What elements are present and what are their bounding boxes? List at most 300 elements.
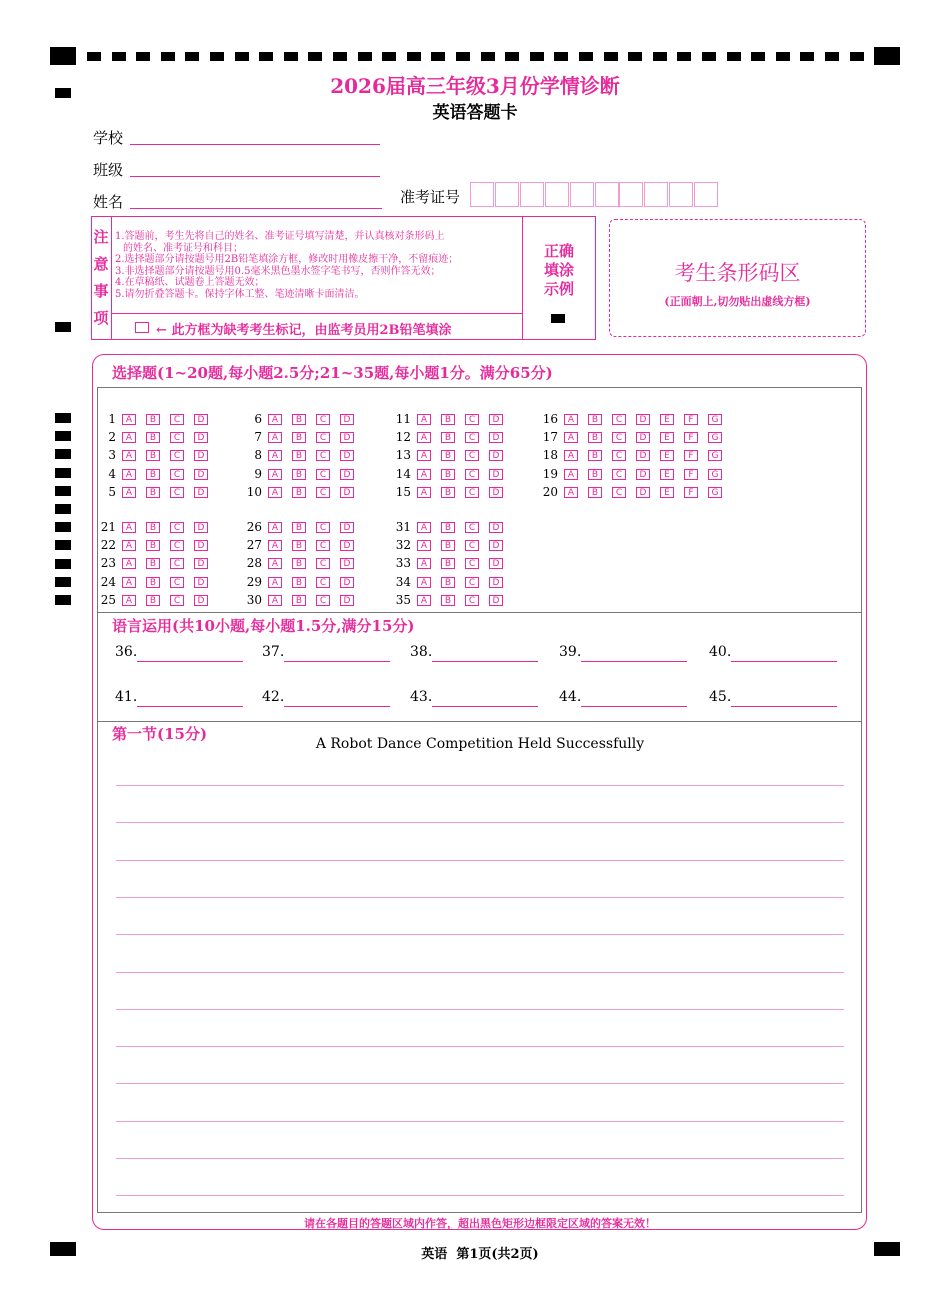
blank-item[interactable] bbox=[262, 689, 392, 709]
exam-id-digit-box[interactable] bbox=[669, 182, 693, 207]
question-row bbox=[536, 466, 732, 482]
option-bubble-d[interactable]: D bbox=[340, 522, 354, 533]
option-bubble-a[interactable]: A bbox=[564, 414, 578, 425]
timing-mark bbox=[55, 504, 71, 514]
question-row bbox=[389, 574, 513, 590]
question-row bbox=[389, 484, 513, 500]
option-bubble-d[interactable]: D bbox=[194, 450, 208, 461]
option-bubble-c[interactable]: C bbox=[316, 450, 330, 461]
writing-line[interactable] bbox=[116, 1046, 844, 1047]
question-row bbox=[240, 574, 364, 590]
option-bubble-c[interactable]: C bbox=[316, 540, 330, 551]
class-label: 班级 bbox=[93, 161, 124, 179]
timing-mark bbox=[55, 322, 71, 332]
option-bubble-b[interactable]: B bbox=[588, 432, 602, 443]
blank-line[interactable] bbox=[731, 706, 837, 707]
notes-divider bbox=[111, 313, 522, 314]
option-bubble-a[interactable]: A bbox=[564, 487, 578, 498]
timing-mark bbox=[55, 468, 71, 478]
option-bubble-a[interactable]: A bbox=[417, 450, 431, 461]
blank-line[interactable] bbox=[581, 706, 687, 707]
section-divider bbox=[97, 721, 862, 722]
option-bubble-c[interactable]: C bbox=[465, 432, 479, 443]
option-bubble-c[interactable]: C bbox=[170, 540, 184, 551]
option-bubble-b[interactable]: B bbox=[588, 487, 602, 498]
blank-label: 40. bbox=[709, 644, 732, 660]
option-bubble-c[interactable]: C bbox=[612, 450, 626, 461]
option-bubble-d[interactable]: D bbox=[489, 577, 503, 588]
question-number: 4 bbox=[108, 466, 116, 481]
option-bubble-b[interactable]: B bbox=[441, 577, 455, 588]
option-bubble-a[interactable]: A bbox=[268, 414, 282, 425]
exam-id-digit-box[interactable] bbox=[619, 182, 643, 207]
question-row bbox=[536, 429, 732, 445]
option-bubble-f[interactable]: F bbox=[684, 450, 698, 461]
option-bubble-c[interactable]: C bbox=[612, 469, 626, 480]
option-bubble-a[interactable]: A bbox=[268, 450, 282, 461]
timing-dash bbox=[284, 52, 298, 61]
question-row bbox=[240, 592, 364, 608]
option-bubble-d[interactable]: D bbox=[636, 469, 650, 480]
name-field[interactable] bbox=[130, 208, 382, 209]
option-bubble-b[interactable]: B bbox=[441, 522, 455, 533]
question-row bbox=[94, 537, 218, 553]
option-bubble-c[interactable]: C bbox=[170, 414, 184, 425]
writing-line[interactable] bbox=[116, 1121, 844, 1122]
question-row bbox=[389, 447, 513, 463]
option-bubble-b[interactable]: B bbox=[441, 450, 455, 461]
option-bubble-c[interactable]: C bbox=[316, 595, 330, 606]
question-number: 10 bbox=[246, 484, 262, 499]
timing-dash bbox=[653, 52, 667, 61]
option-bubble-c[interactable]: C bbox=[316, 522, 330, 533]
exam-id-digit-box[interactable] bbox=[570, 182, 594, 207]
question-row bbox=[94, 484, 218, 500]
option-bubble-b[interactable]: B bbox=[441, 414, 455, 425]
blank-line[interactable] bbox=[432, 706, 538, 707]
question-row bbox=[536, 411, 732, 427]
question-number: 20 bbox=[542, 484, 558, 499]
writing-line[interactable] bbox=[116, 1009, 844, 1010]
option-bubble-d[interactable]: D bbox=[194, 469, 208, 480]
option-bubble-e[interactable]: E bbox=[660, 432, 674, 443]
writing-line[interactable] bbox=[116, 822, 844, 823]
timing-dash bbox=[677, 52, 691, 61]
timing-dash bbox=[210, 52, 224, 61]
timing-dash bbox=[727, 52, 741, 61]
question-row bbox=[389, 537, 513, 553]
notes-divider bbox=[111, 216, 112, 340]
option-bubble-a[interactable]: A bbox=[417, 540, 431, 551]
option-bubble-b[interactable]: B bbox=[146, 558, 160, 569]
writing-line[interactable] bbox=[116, 1158, 844, 1159]
option-bubble-b[interactable]: B bbox=[292, 432, 306, 443]
timing-dash bbox=[481, 52, 495, 61]
question-number: 12 bbox=[395, 430, 411, 445]
option-bubble-c[interactable]: C bbox=[170, 450, 184, 461]
exam-id-digit-box[interactable] bbox=[545, 182, 569, 207]
timing-dash bbox=[259, 52, 273, 61]
answer-inner-frame bbox=[97, 387, 862, 1213]
option-bubble-b[interactable]: B bbox=[292, 414, 306, 425]
blank-line[interactable] bbox=[284, 706, 390, 707]
question-number: 1 bbox=[108, 412, 116, 426]
question-number: 27 bbox=[246, 538, 262, 553]
question-number: 19 bbox=[542, 466, 558, 481]
question-row bbox=[94, 555, 218, 571]
option-bubble-b[interactable]: B bbox=[292, 577, 306, 588]
question-number: 25 bbox=[100, 592, 116, 607]
blank-item[interactable] bbox=[115, 689, 245, 709]
writing-line[interactable] bbox=[116, 897, 844, 898]
option-bubble-a[interactable]: A bbox=[417, 487, 431, 498]
option-bubble-a[interactable]: A bbox=[564, 469, 578, 480]
writing-line[interactable] bbox=[116, 934, 844, 935]
option-bubble-d[interactable]: D bbox=[489, 522, 503, 533]
writing-heading: 第一节(15分) bbox=[112, 725, 208, 743]
option-bubble-g[interactable]: G bbox=[708, 450, 722, 461]
option-bubble-b[interactable]: B bbox=[292, 595, 306, 606]
question-number: 18 bbox=[542, 448, 558, 463]
option-bubble-a[interactable]: A bbox=[564, 432, 578, 443]
question-number: 3 bbox=[108, 448, 116, 463]
question-number: 21 bbox=[100, 520, 116, 534]
option-bubble-d[interactable]: D bbox=[194, 577, 208, 588]
option-bubble-a[interactable]: A bbox=[268, 487, 282, 498]
option-bubble-b[interactable]: B bbox=[292, 540, 306, 551]
writing-line[interactable] bbox=[116, 785, 844, 786]
option-bubble-g[interactable]: G bbox=[708, 414, 722, 425]
note-item: 4.在草稿纸、试题卷上答题无效； bbox=[115, 277, 265, 288]
question-number: 23 bbox=[100, 556, 116, 571]
question-row bbox=[389, 519, 513, 535]
option-bubble-d[interactable]: D bbox=[340, 469, 354, 480]
writing-line[interactable] bbox=[116, 1083, 844, 1084]
name-label: 姓名 bbox=[93, 193, 124, 211]
option-bubble-c[interactable]: C bbox=[316, 432, 330, 443]
option-bubble-d[interactable]: D bbox=[194, 540, 208, 551]
question-row bbox=[389, 592, 513, 608]
timing-dash bbox=[358, 52, 372, 61]
option-bubble-a[interactable]: A bbox=[564, 450, 578, 461]
option-bubble-c[interactable]: C bbox=[316, 487, 330, 498]
notes-list bbox=[115, 231, 521, 300]
option-bubble-c[interactable]: C bbox=[465, 558, 479, 569]
option-bubble-c[interactable]: C bbox=[316, 577, 330, 588]
timing-dash bbox=[235, 52, 249, 61]
option-bubble-b[interactable]: B bbox=[588, 414, 602, 425]
option-bubble-d[interactable]: D bbox=[489, 487, 503, 498]
blank-label: 44. bbox=[559, 689, 582, 705]
option-bubble-b[interactable]: B bbox=[292, 469, 306, 480]
blank-item[interactable] bbox=[410, 644, 540, 664]
option-bubble-d[interactable]: D bbox=[340, 577, 354, 588]
option-bubble-a[interactable]: A bbox=[417, 577, 431, 588]
timing-dash bbox=[161, 52, 175, 61]
question-number: 22 bbox=[100, 538, 116, 553]
blank-line[interactable] bbox=[432, 661, 538, 662]
blank-label: 39. bbox=[559, 644, 582, 660]
option-bubble-f[interactable]: F bbox=[684, 432, 698, 443]
option-bubble-a[interactable]: A bbox=[268, 558, 282, 569]
option-bubble-b[interactable]: B bbox=[146, 450, 160, 461]
option-bubble-c[interactable]: C bbox=[612, 487, 626, 498]
option-bubble-c[interactable]: C bbox=[170, 432, 184, 443]
option-bubble-b[interactable]: B bbox=[146, 595, 160, 606]
note-item: 3.非选择题部分请按题号用0.5毫米黑色墨水签字笔书写，否则作答无效； bbox=[115, 265, 441, 277]
option-bubble-d[interactable]: D bbox=[636, 450, 650, 461]
option-bubble-g[interactable]: G bbox=[708, 487, 722, 498]
question-number: 29 bbox=[246, 574, 262, 589]
option-bubble-e[interactable]: E bbox=[660, 487, 674, 498]
timing-dash bbox=[751, 52, 765, 61]
question-row bbox=[94, 592, 218, 608]
option-bubble-d[interactable]: D bbox=[340, 414, 354, 425]
option-bubble-d[interactable]: D bbox=[489, 450, 503, 461]
timing-mark bbox=[55, 577, 71, 587]
option-bubble-c[interactable]: C bbox=[170, 558, 184, 569]
option-bubble-c[interactable]: C bbox=[612, 414, 626, 425]
blank-line[interactable] bbox=[581, 661, 687, 662]
exam-id-digit-box[interactable] bbox=[694, 182, 718, 207]
option-bubble-b[interactable]: B bbox=[146, 469, 160, 480]
option-bubble-b[interactable]: B bbox=[292, 522, 306, 533]
question-row bbox=[389, 429, 513, 445]
question-number: 26 bbox=[246, 520, 262, 534]
option-bubble-b[interactable]: B bbox=[146, 432, 160, 443]
option-bubble-a[interactable]: A bbox=[122, 540, 136, 551]
option-bubble-d[interactable]: D bbox=[340, 487, 354, 498]
question-number: 24 bbox=[100, 574, 116, 589]
option-bubble-b[interactable]: B bbox=[441, 595, 455, 606]
language-heading: 语言运用(共10小题,每小题1.5分,满分15分) bbox=[112, 617, 415, 635]
option-bubble-c[interactable]: C bbox=[316, 469, 330, 480]
option-bubble-d[interactable]: D bbox=[489, 558, 503, 569]
option-bubble-d[interactable]: D bbox=[636, 487, 650, 498]
blank-item[interactable] bbox=[262, 644, 392, 664]
option-bubble-a[interactable]: A bbox=[417, 469, 431, 480]
blank-line[interactable] bbox=[137, 706, 243, 707]
option-bubble-a[interactable]: A bbox=[417, 595, 431, 606]
option-bubble-d[interactable]: D bbox=[194, 432, 208, 443]
blank-item[interactable] bbox=[559, 644, 689, 664]
option-bubble-a[interactable]: A bbox=[122, 432, 136, 443]
option-bubble-c[interactable]: C bbox=[170, 487, 184, 498]
option-bubble-c[interactable]: C bbox=[465, 450, 479, 461]
timing-dash bbox=[87, 52, 101, 61]
question-row bbox=[389, 411, 513, 427]
option-bubble-c[interactable]: C bbox=[465, 487, 479, 498]
blank-label: 38. bbox=[410, 644, 433, 660]
option-bubble-d[interactable]: D bbox=[194, 414, 208, 425]
exam-id-digit-box[interactable] bbox=[470, 182, 494, 207]
blank-line[interactable] bbox=[284, 661, 390, 662]
question-row bbox=[240, 429, 364, 445]
option-bubble-a[interactable]: A bbox=[268, 522, 282, 533]
option-bubble-d[interactable]: D bbox=[340, 595, 354, 606]
option-bubble-c[interactable]: C bbox=[170, 577, 184, 588]
option-bubble-a[interactable]: A bbox=[122, 595, 136, 606]
option-bubble-a[interactable]: A bbox=[268, 540, 282, 551]
blank-label: 41. bbox=[115, 689, 138, 705]
question-row bbox=[240, 466, 364, 482]
option-bubble-d[interactable]: D bbox=[194, 487, 208, 498]
writing-topic: A Robot Dance Competition Held Successfully bbox=[315, 736, 645, 752]
option-bubble-c[interactable]: C bbox=[465, 414, 479, 425]
option-bubble-a[interactable]: A bbox=[122, 522, 136, 533]
option-bubble-a[interactable]: A bbox=[122, 487, 136, 498]
question-number: 7 bbox=[254, 430, 262, 445]
absent-checkbox[interactable] bbox=[135, 322, 149, 333]
question-row bbox=[94, 519, 218, 535]
option-bubble-c[interactable]: C bbox=[465, 540, 479, 551]
corner-mark-top-right bbox=[874, 47, 900, 65]
option-bubble-c[interactable]: C bbox=[465, 595, 479, 606]
writing-line[interactable] bbox=[116, 1195, 844, 1196]
option-bubble-e[interactable]: E bbox=[660, 469, 674, 480]
option-bubble-a[interactable]: A bbox=[122, 469, 136, 480]
option-bubble-c[interactable]: C bbox=[465, 577, 479, 588]
option-bubble-c[interactable]: C bbox=[170, 469, 184, 480]
option-bubble-a[interactable]: A bbox=[268, 469, 282, 480]
option-bubble-d[interactable]: D bbox=[636, 432, 650, 443]
question-row bbox=[240, 537, 364, 553]
question-number: 15 bbox=[395, 484, 411, 499]
option-bubble-c[interactable]: C bbox=[316, 558, 330, 569]
blank-label: 43. bbox=[410, 689, 433, 705]
correct-fill-example bbox=[551, 314, 565, 323]
option-bubble-d[interactable]: D bbox=[340, 432, 354, 443]
page-subtitle: 英语答题卡 bbox=[432, 103, 518, 123]
option-bubble-d[interactable]: D bbox=[194, 595, 208, 606]
option-bubble-g[interactable]: G bbox=[708, 432, 722, 443]
choice-heading: 选择题(1~20题,每小题2.5分;21~35题,每小题1分。满分65分) bbox=[112, 364, 553, 382]
option-bubble-a[interactable]: A bbox=[268, 432, 282, 443]
option-bubble-f[interactable]: F bbox=[684, 414, 698, 425]
timing-dash bbox=[825, 52, 839, 61]
option-bubble-a[interactable]: A bbox=[417, 432, 431, 443]
timing-dash bbox=[850, 52, 864, 61]
option-bubble-f[interactable]: F bbox=[684, 469, 698, 480]
arrow-left-icon: ← bbox=[156, 323, 167, 338]
exam-id-digit-box[interactable] bbox=[595, 182, 619, 207]
option-bubble-a[interactable]: A bbox=[122, 414, 136, 425]
note-item: 1.答题前，考生先将自己的姓名、准考证号填写清楚，并认真核对条形码上 bbox=[115, 231, 445, 242]
option-bubble-b[interactable]: B bbox=[441, 469, 455, 480]
option-bubble-d[interactable]: D bbox=[194, 522, 208, 533]
option-bubble-a[interactable]: A bbox=[268, 595, 282, 606]
option-bubble-d[interactable]: D bbox=[489, 414, 503, 425]
option-bubble-a[interactable]: A bbox=[268, 577, 282, 588]
option-bubble-a[interactable]: A bbox=[122, 577, 136, 588]
question-row bbox=[94, 411, 218, 427]
option-bubble-a[interactable]: A bbox=[417, 414, 431, 425]
option-bubble-d[interactable]: D bbox=[636, 414, 650, 425]
blank-item[interactable] bbox=[709, 644, 839, 664]
question-row bbox=[240, 411, 364, 427]
question-number: 11 bbox=[395, 412, 411, 426]
class-field[interactable] bbox=[130, 176, 380, 177]
option-bubble-d[interactable]: D bbox=[489, 469, 503, 480]
option-bubble-a[interactable]: A bbox=[417, 522, 431, 533]
option-bubble-b[interactable]: B bbox=[146, 577, 160, 588]
question-row bbox=[240, 555, 364, 571]
option-bubble-b[interactable]: B bbox=[441, 558, 455, 569]
option-bubble-b[interactable]: B bbox=[292, 487, 306, 498]
blank-label: 42. bbox=[262, 689, 285, 705]
footer-warning: 请在各题目的答题区域内作答，超出黑色矩形边框限定区域的答案无效！ bbox=[304, 1217, 656, 1230]
option-bubble-b[interactable]: B bbox=[146, 540, 160, 551]
timing-dash bbox=[776, 52, 790, 61]
option-bubble-d[interactable]: D bbox=[194, 558, 208, 569]
option-bubble-b[interactable]: B bbox=[441, 432, 455, 443]
timing-dash bbox=[112, 52, 126, 61]
option-bubble-f[interactable]: F bbox=[684, 487, 698, 498]
blank-label: 36. bbox=[115, 644, 138, 660]
option-bubble-c[interactable]: C bbox=[170, 522, 184, 533]
option-bubble-a[interactable]: A bbox=[122, 558, 136, 569]
option-bubble-d[interactable]: D bbox=[489, 540, 503, 551]
timing-dash bbox=[382, 52, 396, 61]
timing-mark bbox=[55, 595, 71, 605]
school-field[interactable] bbox=[130, 144, 380, 145]
timing-mark bbox=[55, 431, 71, 441]
option-bubble-b[interactable]: B bbox=[292, 558, 306, 569]
option-bubble-b[interactable]: B bbox=[146, 414, 160, 425]
blank-line[interactable] bbox=[137, 661, 243, 662]
exam-id-digit-box[interactable] bbox=[495, 182, 519, 207]
option-bubble-c[interactable]: C bbox=[465, 522, 479, 533]
option-bubble-b[interactable]: B bbox=[292, 450, 306, 461]
writing-line[interactable] bbox=[116, 972, 844, 973]
option-bubble-d[interactable]: D bbox=[489, 595, 503, 606]
exam-id-digit-box[interactable] bbox=[644, 182, 668, 207]
blank-line[interactable] bbox=[731, 661, 837, 662]
corner-mark-top-left bbox=[50, 47, 76, 65]
option-bubble-b[interactable]: B bbox=[588, 450, 602, 461]
option-bubble-d[interactable]: D bbox=[340, 450, 354, 461]
timing-dash bbox=[530, 52, 544, 61]
option-bubble-g[interactable]: G bbox=[708, 469, 722, 480]
option-bubble-a[interactable]: A bbox=[417, 558, 431, 569]
blank-item[interactable] bbox=[115, 644, 245, 664]
exam-id-digit-box[interactable] bbox=[520, 182, 544, 207]
school-label: 学校 bbox=[93, 129, 124, 147]
blank-item[interactable] bbox=[559, 689, 689, 709]
option-bubble-e[interactable]: E bbox=[660, 450, 674, 461]
option-bubble-c[interactable]: C bbox=[612, 432, 626, 443]
option-bubble-b[interactable]: B bbox=[146, 487, 160, 498]
question-row bbox=[94, 574, 218, 590]
option-bubble-d[interactable]: D bbox=[489, 432, 503, 443]
option-bubble-a[interactable]: A bbox=[122, 450, 136, 461]
blank-item[interactable] bbox=[709, 689, 839, 709]
option-bubble-c[interactable]: C bbox=[170, 595, 184, 606]
option-bubble-b[interactable]: B bbox=[441, 540, 455, 551]
option-bubble-d[interactable]: D bbox=[340, 540, 354, 551]
question-number: 14 bbox=[395, 466, 411, 481]
option-bubble-b[interactable]: B bbox=[441, 487, 455, 498]
blank-item[interactable] bbox=[410, 689, 540, 709]
option-bubble-c[interactable]: C bbox=[465, 469, 479, 480]
option-bubble-b[interactable]: B bbox=[588, 469, 602, 480]
option-bubble-c[interactable]: C bbox=[316, 414, 330, 425]
question-number: 17 bbox=[542, 430, 558, 445]
option-bubble-b[interactable]: B bbox=[146, 522, 160, 533]
option-bubble-e[interactable]: E bbox=[660, 414, 674, 425]
writing-line[interactable] bbox=[116, 860, 844, 861]
option-bubble-d[interactable]: D bbox=[340, 558, 354, 569]
